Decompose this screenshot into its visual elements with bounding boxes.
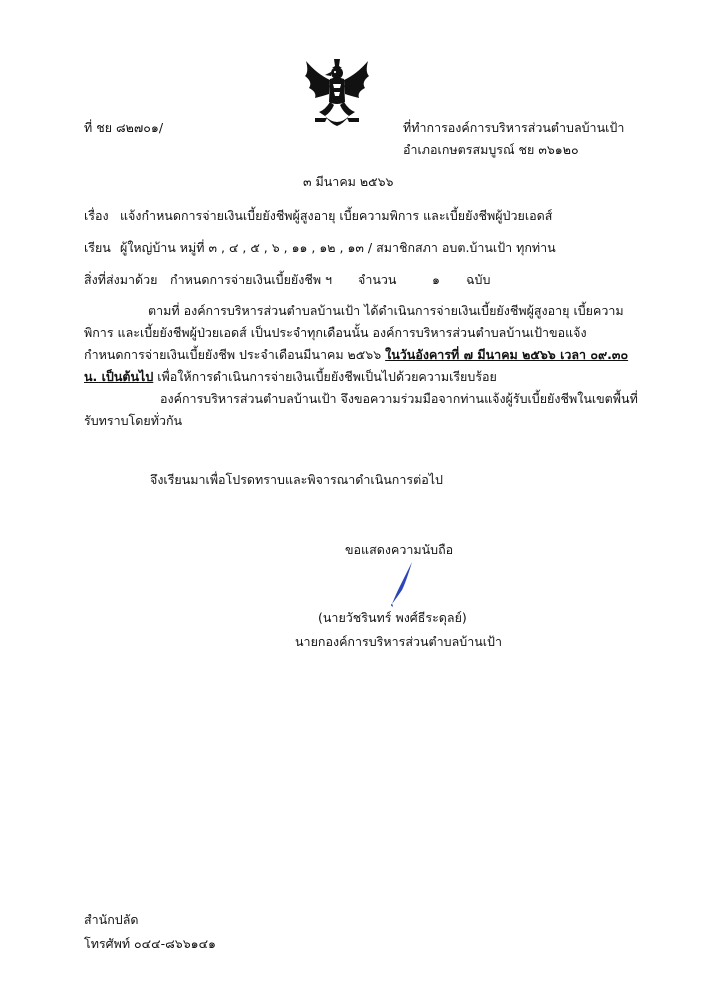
document-date: ๓ มีนาคม ๒๕๖๖	[303, 174, 394, 189]
enclosure-qty: ๑	[432, 272, 440, 287]
signer-position: นายกองค์การบริหารส่วนตำบลบ้านเป้า	[295, 634, 503, 649]
enclosure-qty-label: จำนวน	[358, 272, 397, 287]
body-paragraph-3: จึงเรียนมาเพื่อโปรดทราบและพิจารณาดำเนินการต่อไป	[150, 472, 443, 487]
document-number: ที่ ชย ๘๒๗๐๑/	[84, 120, 164, 135]
footer-department: สำนักปลัด	[84, 912, 139, 927]
enclosure-label: สิ่งที่ส่งมาด้วย	[84, 272, 158, 287]
footer-phone: โทรศัพท์ ๐๔๔-๘๖๖๑๔๑	[84, 936, 216, 951]
recipient-label: เรียน	[84, 240, 111, 255]
body-paragraph-1	[84, 300, 640, 388]
body-paragraph-1-text: ตามที่ องค์การบริหารส่วนตำบลบ้านเป้า ได้ดำเนินการจ่ายเงินเบี้ยยังชีพผู้สูงอายุ เบี้ยความพิการ และเบี้ยยังชีพผู้ป่วยเอดส์ เป็นประจำทุกเดือนนั้น องค์การบริหารส่วนตำบลบ้านเป้าขอแจ้งกำหนดการจ่ายเงินเบี้ยยังชีพ ประจำเดือนมีนาคม ๒๕๖๖	[84, 303, 624, 362]
recipient-text: ผู้ใหญ่บ้าน หมู่ที่ ๓ , ๔ , ๕ , ๖ , ๑๑ , ๑๒ , ๑๓ / สมาชิกสภา อบต.บ้านเป้า ทุกท่าน	[120, 240, 556, 255]
payment-date-emphasis: ในวันอังคารที่ ๗ มีนาคม ๒๕๖๖ เวลา ๐๙.๓๐ น. เป็นต้นไป	[84, 347, 629, 384]
office-address-line-2: อำเภอเกษตรสมบูรณ์ ชย ๓๖๑๒๐	[403, 142, 579, 157]
signature-mark	[388, 560, 416, 608]
body-paragraph-2: องค์การบริหารส่วนตำบลบ้านเป้า จึงขอความร่วมมือจากท่านแจ้งผู้รับเบี้ยยังชีพในเขตพื้นที่ รับทราบโดยทั่วกัน	[84, 391, 638, 428]
office-address-line-1: ที่ทำการองค์การบริหารส่วนตำบลบ้านเป้า	[403, 120, 625, 135]
enclosure-unit: ฉบับ	[466, 272, 491, 287]
garuda-emblem	[303, 58, 371, 128]
body-paragraph-1-end: เพื่อให้การดำเนินการจ่ายเงินเบี้ยยังชีพเป็นไปด้วยความเรียบร้อย	[157, 369, 497, 384]
subject-label: เรื่อง	[84, 208, 109, 223]
closing-phrase: ขอแสดงความนับถือ	[345, 542, 454, 557]
enclosure-text: กำหนดการจ่ายเงินเบี้ยยังชีพ ฯ	[170, 272, 333, 287]
subject-text: แจ้งกำหนดการจ่ายเงินเบี้ยยังชีพผู้สูงอายุ เบี้ยความพิการ และเบี้ยยังชีพผู้ป่วยเอดส์	[120, 208, 553, 223]
signer-name: (นายวัชรินทร์ พงศ์ธีระดุลย์)	[318, 610, 467, 625]
